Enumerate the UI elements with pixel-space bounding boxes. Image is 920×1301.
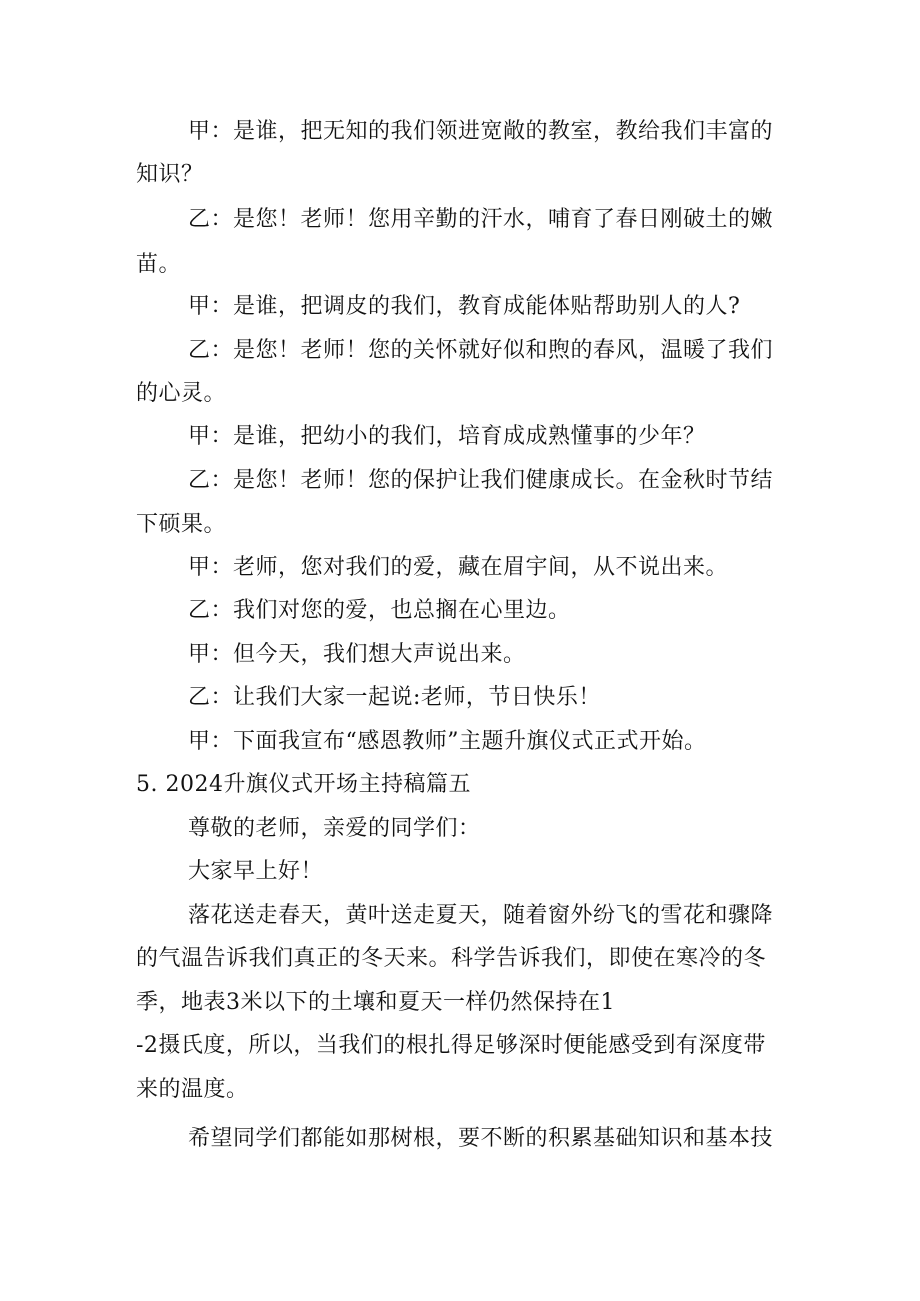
paragraph-line: 乙：是您！老师！您的关怀就好似和煦的春风，温暖了我们 [188,338,774,363]
paragraph-line: 的心灵。 [136,381,227,406]
section-heading: 5. 2024升旗仪式开场主持稿篇五 [136,772,471,797]
paragraph-line: 的气温告诉我们真正的冬天来。科学告诉我们，即使在寒冷的冬 [136,946,767,971]
paragraph-line: 乙：让我们大家一起说:老师，节日快乐！ [188,685,601,710]
paragraph-line: 知识？ [136,162,204,187]
paragraph-line: 落花送走春天，黄叶送走夏天，随着窗外纷飞的雪花和骤降 [188,903,774,928]
salutation-line: 尊敬的老师，亲爱的同学们： [188,816,481,841]
paragraph-line: -2摄氏度，所以，当我们的根扎得足够深时便能感受到有深度带 [136,1033,766,1058]
paragraph-line: 甲：是谁，把无知的我们领进宽敞的教室，教给我们丰富的 [188,119,774,144]
paragraph-line: 下硕果。 [136,512,227,537]
paragraph-line: 甲：下面我宣布“感恩教师”主题升旗仪式正式开始。 [188,729,707,754]
paragraph-line: 苗。 [136,252,182,277]
paragraph-line: 甲：老师，您对我们的爱，藏在眉宇间，从不说出来。 [188,555,729,580]
paragraph-line: 来的温度。 [136,1077,249,1102]
paragraph-line: 乙：是您！老师！您的保护让我们健康成长。在金秋时节结 [188,468,774,493]
paragraph-line: 季，地表3米以下的土壤和夏天一样仍然保持在1 [136,990,615,1015]
paragraph-line: 甲：是谁，把调皮的我们，教育成能体贴帮助别人的人? [188,294,741,319]
paragraph-line: 乙：我们对您的爱，也总搁在心里边。 [188,598,571,623]
paragraph-line: 希望同学们都能如那树根，要不断的积累基础知识和基本技 [188,1126,774,1151]
paragraph-line: 乙：是您！老师！您用辛勤的汗水，哺育了春日刚破土的嫩 [188,207,774,232]
paragraph-line: 甲：但今天，我们想大声说出来。 [188,642,526,667]
greeting-line: 大家早上好！ [188,859,324,884]
paragraph-line: 甲：是谁，把幼小的我们，培育成成熟懂事的少年？ [188,424,706,449]
